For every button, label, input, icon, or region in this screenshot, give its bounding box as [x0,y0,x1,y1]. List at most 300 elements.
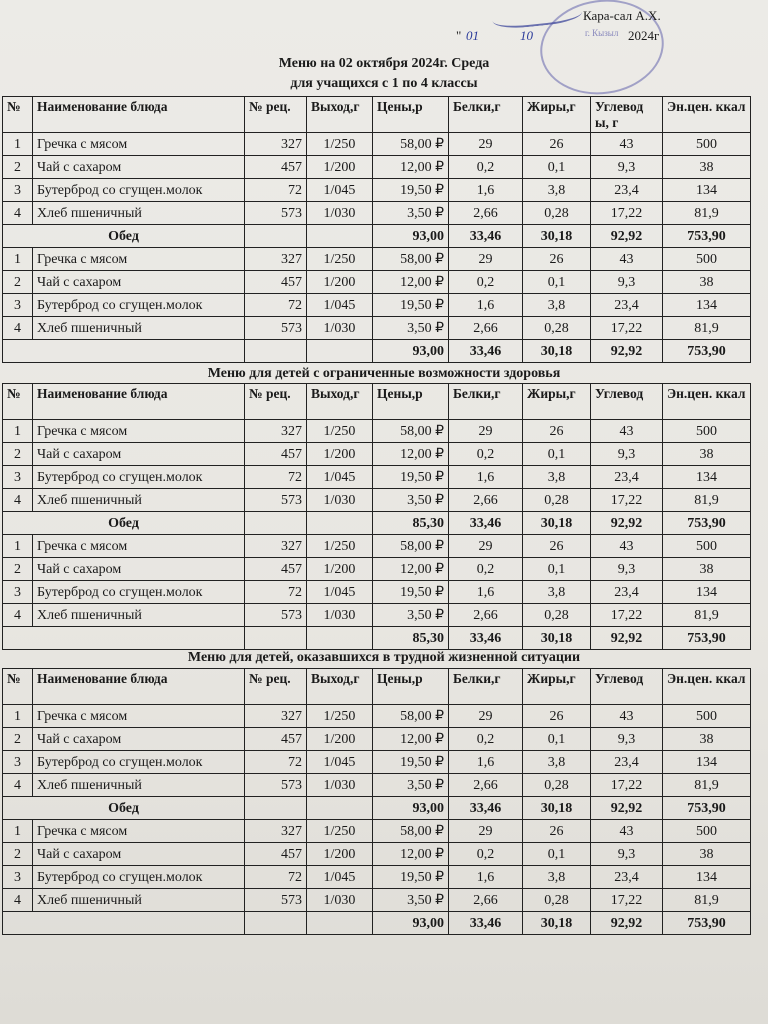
portion-output: 1/030 [307,889,373,912]
table-row [3,156,751,179]
portion-output: 1/250 [307,535,373,558]
subtotal-row [3,512,751,535]
sum-fat: 30,18 [523,340,591,363]
section3-title: Меню для детей, оказавшихся в трудной жизненной ситуации [187,650,581,665]
dish-name: Бутерброд со сгущен.молок [33,581,245,604]
row-number: 2 [3,156,33,179]
col-num-header: № [3,384,33,420]
fat: 26 [523,705,591,728]
table-row [3,728,751,751]
date-day: 01 [466,28,479,43]
energy: 500 [663,133,751,156]
col-name-header: Наименование блюда [33,384,245,420]
protein: 29 [449,705,523,728]
empty-cell [307,797,373,820]
dish-name: Чай с сахаром [33,728,245,751]
table-row [3,774,751,797]
row-number: 4 [3,202,33,225]
dish-name: Бутерброд со сгущен.молок [33,294,245,317]
price: 12,00 ₽ [373,443,449,466]
table-row [3,535,751,558]
recipe-number: 457 [245,271,307,294]
row-number: 1 [3,248,33,271]
protein: 2,66 [449,774,523,797]
table-row [3,820,751,843]
empty-cell [307,627,373,650]
protein: 1,6 [449,751,523,774]
carbs: 17,22 [591,889,663,912]
price: 3,50 ₽ [373,317,449,340]
price: 3,50 ₽ [373,489,449,512]
subtotal-row [3,225,751,248]
col-protein-header: Белки,г [449,384,523,420]
portion-output: 1/200 [307,443,373,466]
col-fat-header: Жиры,г [523,97,591,133]
energy: 38 [663,156,751,179]
carbs: 9,3 [591,271,663,294]
table-row [3,558,751,581]
row-number: 4 [3,774,33,797]
sum-price: 93,00 [373,225,449,248]
portion-output: 1/250 [307,133,373,156]
recipe-number: 327 [245,705,307,728]
price: 19,50 ₽ [373,751,449,774]
protein: 1,6 [449,179,523,202]
protein: 2,66 [449,317,523,340]
energy: 38 [663,271,751,294]
dish-name: Хлеб пшеничный [33,317,245,340]
price: 3,50 ₽ [373,604,449,627]
sum-carbs: 92,92 [591,512,663,535]
table-row [3,420,751,443]
sum-fat: 30,18 [523,225,591,248]
subtotal-row [3,797,751,820]
sum-carbs: 92,92 [591,225,663,248]
section1-title-line2: для учащихся с 1 по 4 классы [290,76,478,91]
total-row [3,340,751,363]
sum-energy: 753,90 [663,912,751,935]
price: 58,00 ₽ [373,820,449,843]
recipe-number: 457 [245,843,307,866]
energy: 134 [663,466,751,489]
dish-name: Бутерброд со сгущен.молок [33,466,245,489]
meal-label: Обед [3,797,245,820]
col-fat-header: Жиры,г [523,669,591,705]
price: 58,00 ₽ [373,535,449,558]
fat: 0,1 [523,843,591,866]
fat: 3,8 [523,751,591,774]
table-row [3,843,751,866]
total-row [3,912,751,935]
fat: 0,1 [523,443,591,466]
recipe-number: 573 [245,202,307,225]
energy: 500 [663,535,751,558]
carbs: 23,4 [591,294,663,317]
dish-name: Хлеб пшеничный [33,604,245,627]
energy: 134 [663,751,751,774]
protein: 2,66 [449,889,523,912]
sum-protein: 33,46 [449,912,523,935]
table-row [3,202,751,225]
row-number: 3 [3,179,33,202]
carbs: 43 [591,820,663,843]
col-fat-header: Жиры,г [523,384,591,420]
row-number: 2 [3,271,33,294]
protein: 1,6 [449,581,523,604]
portion-output: 1/045 [307,179,373,202]
col-energy-header: Эн.цен. ккал [663,384,751,420]
table-row [3,466,751,489]
price: 12,00 ₽ [373,558,449,581]
energy: 38 [663,443,751,466]
dish-name: Гречка с мясом [33,820,245,843]
price: 19,50 ₽ [373,294,449,317]
row-number: 3 [3,466,33,489]
col-energy-header: Эн.цен. ккал [663,669,751,705]
sum-energy: 753,90 [663,797,751,820]
portion-output: 1/200 [307,271,373,294]
protein: 1,6 [449,866,523,889]
fat: 0,28 [523,489,591,512]
protein: 29 [449,820,523,843]
row-number: 4 [3,604,33,627]
sum-carbs: 92,92 [591,627,663,650]
dish-name: Чай с сахаром [33,156,245,179]
fat: 0,28 [523,889,591,912]
portion-output: 1/030 [307,317,373,340]
fat: 0,1 [523,271,591,294]
col-carbs-header: Углевод ы, г [591,97,663,133]
protein: 0,2 [449,443,523,466]
recipe-number: 327 [245,420,307,443]
col-protein-header: Белки,г [449,669,523,705]
section1-table [2,96,751,363]
price: 58,00 ₽ [373,248,449,271]
col-price-header: Цены,р [373,669,449,705]
recipe-number: 327 [245,535,307,558]
row-number: 2 [3,843,33,866]
portion-output: 1/030 [307,202,373,225]
dish-name: Хлеб пшеничный [33,889,245,912]
price: 58,00 ₽ [373,133,449,156]
carbs: 43 [591,133,663,156]
recipe-number: 573 [245,489,307,512]
sum-protein: 33,46 [449,627,523,650]
price: 19,50 ₽ [373,179,449,202]
row-number: 1 [3,820,33,843]
portion-output: 1/250 [307,248,373,271]
empty-cell [307,225,373,248]
sum-carbs: 92,92 [591,797,663,820]
portion-output: 1/200 [307,558,373,581]
protein: 29 [449,420,523,443]
carbs: 23,4 [591,466,663,489]
sum-price: 93,00 [373,912,449,935]
total-label-empty [3,912,245,935]
sum-price: 93,00 [373,797,449,820]
date-year: 2024г [628,28,660,43]
protein: 1,6 [449,466,523,489]
portion-output: 1/030 [307,774,373,797]
recipe-number: 72 [245,466,307,489]
section3-table [2,668,751,935]
col-num-header: № [3,97,33,133]
dish-name: Чай с сахаром [33,558,245,581]
price: 19,50 ₽ [373,581,449,604]
table-row [3,705,751,728]
empty-cell [307,512,373,535]
portion-output: 1/045 [307,866,373,889]
col-output-header: Выход,г [307,97,373,133]
section2-title: Меню для детей с ограниченные возможности здоровья [207,366,561,381]
table-row [3,248,751,271]
carbs: 23,4 [591,866,663,889]
fat: 0,1 [523,156,591,179]
dish-name: Хлеб пшеничный [33,202,245,225]
date-quote: " [456,28,462,43]
energy: 38 [663,728,751,751]
portion-output: 1/200 [307,728,373,751]
fat: 0,28 [523,202,591,225]
date-month: 10 [520,28,533,43]
row-number: 1 [3,535,33,558]
fat: 3,8 [523,179,591,202]
row-number: 3 [3,581,33,604]
sum-fat: 30,18 [523,512,591,535]
recipe-number: 457 [245,156,307,179]
recipe-number: 72 [245,751,307,774]
recipe-number: 72 [245,581,307,604]
recipe-number: 457 [245,558,307,581]
energy: 134 [663,581,751,604]
dish-name: Чай с сахаром [33,443,245,466]
energy: 500 [663,420,751,443]
row-number: 1 [3,133,33,156]
carbs: 9,3 [591,843,663,866]
protein: 0,2 [449,558,523,581]
portion-output: 1/250 [307,420,373,443]
fat: 3,8 [523,294,591,317]
table-row [3,443,751,466]
energy: 81,9 [663,317,751,340]
empty-cell [245,797,307,820]
energy: 81,9 [663,889,751,912]
protein: 29 [449,248,523,271]
energy: 81,9 [663,489,751,512]
total-label-empty [3,627,245,650]
recipe-number: 72 [245,866,307,889]
sum-price: 93,00 [373,340,449,363]
portion-output: 1/045 [307,751,373,774]
col-carbs-header: Углевод [591,669,663,705]
carbs: 23,4 [591,751,663,774]
sum-energy: 753,90 [663,627,751,650]
price: 12,00 ₽ [373,156,449,179]
row-number: 3 [3,751,33,774]
energy: 81,9 [663,202,751,225]
fat: 26 [523,535,591,558]
table-row [3,489,751,512]
col-name-header: Наименование блюда [33,669,245,705]
empty-cell [245,912,307,935]
price: 12,00 ₽ [373,728,449,751]
fat: 3,8 [523,466,591,489]
recipe-number: 573 [245,317,307,340]
carbs: 23,4 [591,581,663,604]
table-row [3,581,751,604]
recipe-number: 457 [245,728,307,751]
protein: 0,2 [449,728,523,751]
sum-energy: 753,90 [663,512,751,535]
portion-output: 1/250 [307,820,373,843]
carbs: 43 [591,535,663,558]
price: 3,50 ₽ [373,774,449,797]
recipe-number: 327 [245,820,307,843]
recipe-number: 327 [245,133,307,156]
section1-title-line1: Меню на 02 октября 2024г. Среда [278,56,490,71]
row-number: 3 [3,866,33,889]
row-number: 3 [3,294,33,317]
protein: 0,2 [449,271,523,294]
sum-carbs: 92,92 [591,912,663,935]
stamp-text: г. Кызыл [585,28,619,38]
dish-name: Бутерброд со сгущен.молок [33,866,245,889]
empty-cell [245,512,307,535]
protein: 29 [449,535,523,558]
fat: 26 [523,133,591,156]
carbs: 43 [591,420,663,443]
sum-carbs: 92,92 [591,340,663,363]
fat: 3,8 [523,866,591,889]
fat: 0,28 [523,774,591,797]
sum-protein: 33,46 [449,512,523,535]
col-protein-header: Белки,г [449,97,523,133]
portion-output: 1/200 [307,843,373,866]
portion-output: 1/200 [307,156,373,179]
col-carbs-header: Углевод [591,384,663,420]
empty-cell [245,340,307,363]
empty-cell [307,912,373,935]
fat: 26 [523,820,591,843]
price: 58,00 ₽ [373,420,449,443]
sum-protein: 33,46 [449,340,523,363]
sum-fat: 30,18 [523,797,591,820]
empty-cell [307,340,373,363]
fat: 26 [523,420,591,443]
signer-name: Кара-сал А.Х. [583,8,661,23]
protein: 1,6 [449,294,523,317]
carbs: 9,3 [591,156,663,179]
recipe-number: 573 [245,889,307,912]
col-price-header: Цены,р [373,384,449,420]
dish-name: Гречка с мясом [33,420,245,443]
energy: 81,9 [663,774,751,797]
row-number: 1 [3,705,33,728]
energy: 134 [663,179,751,202]
col-recipe-header: № рец. [245,97,307,133]
carbs: 9,3 [591,443,663,466]
carbs: 17,22 [591,317,663,340]
carbs: 17,22 [591,604,663,627]
table-row [3,889,751,912]
fat: 0,28 [523,604,591,627]
energy: 134 [663,294,751,317]
recipe-number: 327 [245,248,307,271]
dish-name: Бутерброд со сгущен.молок [33,751,245,774]
table-row [3,133,751,156]
row-number: 2 [3,443,33,466]
energy: 134 [663,866,751,889]
portion-output: 1/045 [307,294,373,317]
dish-name: Гречка с мясом [33,535,245,558]
protein: 0,2 [449,843,523,866]
sum-energy: 753,90 [663,225,751,248]
price: 3,50 ₽ [373,202,449,225]
protein: 2,66 [449,202,523,225]
energy: 38 [663,558,751,581]
portion-output: 1/030 [307,489,373,512]
carbs: 17,22 [591,202,663,225]
col-energy-header: Эн.цен. ккал [663,97,751,133]
row-number: 1 [3,420,33,443]
recipe-number: 573 [245,604,307,627]
price: 12,00 ₽ [373,843,449,866]
carbs: 17,22 [591,774,663,797]
recipe-number: 72 [245,179,307,202]
row-number: 4 [3,489,33,512]
meal-label: Обед [3,512,245,535]
protein: 2,66 [449,604,523,627]
total-row [3,627,751,650]
fat: 26 [523,248,591,271]
protein: 2,66 [449,489,523,512]
carbs: 23,4 [591,179,663,202]
col-num-header: № [3,669,33,705]
recipe-number: 573 [245,774,307,797]
sum-energy: 753,90 [663,340,751,363]
total-label-empty [3,340,245,363]
row-number: 2 [3,558,33,581]
price: 19,50 ₽ [373,466,449,489]
price: 3,50 ₽ [373,889,449,912]
recipe-number: 457 [245,443,307,466]
sum-fat: 30,18 [523,912,591,935]
fat: 3,8 [523,581,591,604]
table-row [3,271,751,294]
col-recipe-header: № рец. [245,384,307,420]
table-row [3,751,751,774]
carbs: 9,3 [591,728,663,751]
portion-output: 1/250 [307,705,373,728]
price: 58,00 ₽ [373,705,449,728]
dish-name: Чай с сахаром [33,843,245,866]
dish-name: Гречка с мясом [33,705,245,728]
table-row [3,604,751,627]
table-row [3,179,751,202]
table-row [3,866,751,889]
sum-price: 85,30 [373,512,449,535]
energy: 38 [663,843,751,866]
fat: 0,1 [523,558,591,581]
carbs: 43 [591,705,663,728]
sum-price: 85,30 [373,627,449,650]
carbs: 17,22 [591,489,663,512]
row-number: 4 [3,889,33,912]
sum-protein: 33,46 [449,225,523,248]
fat: 0,28 [523,317,591,340]
dish-name: Чай с сахаром [33,271,245,294]
col-name-header: Наименование блюда [33,97,245,133]
